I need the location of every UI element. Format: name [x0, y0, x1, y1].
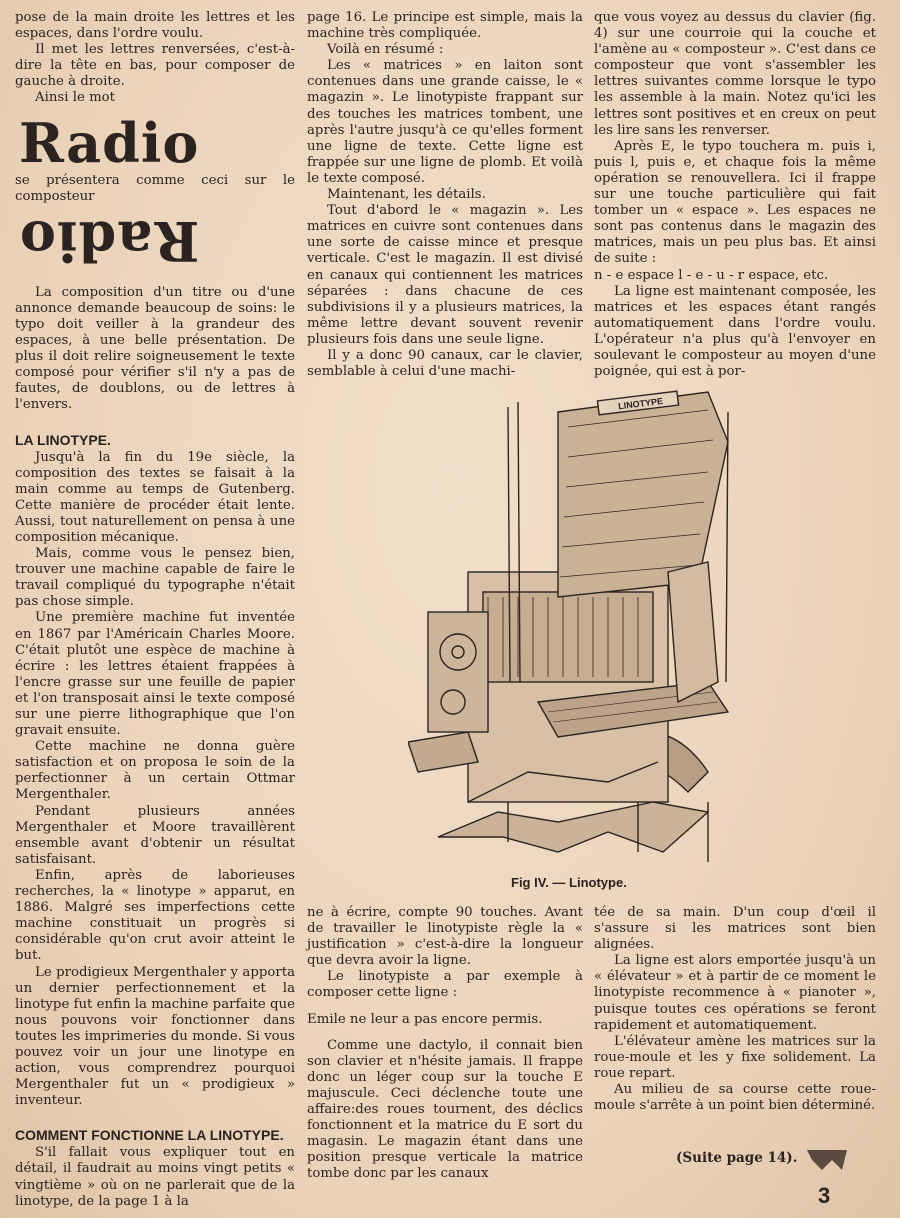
- paragraph: Mais, comme vous le pensez bien, trouver une machine capable de faire le travail compliqué du typographe n'était pas chose simple.: [15, 546, 295, 610]
- paragraph: Le linotypiste a par exemple à composer cette ligne :: [307, 969, 583, 1001]
- paragraph: La ligne est alors emportée jusqu'à un « élévateur » et à partir de ce moment le linotypiste recommence à « pianoter », puisque toutes ces opérations se feront rapidement et automatiquement.: [594, 953, 876, 1033]
- paragraph: Au milieu de sa course cette roue-moule s'arrête à un point bien déterminé.: [594, 1082, 876, 1114]
- figure-caption: Fig IV. — Linotype.: [511, 875, 627, 890]
- paragraph: Enfin, après de laborieuses recherches, la « linotype » apparut, en 1886. Malgré ses imperfections cette machine constituait un progrès si considérable qu'on crut avoir atteint le but.: [15, 867, 295, 964]
- paragraph: tée de sa main. D'un coup d'œil il s'assure si les matrices sont bien alignées.: [594, 905, 876, 953]
- column-1: [15, 10, 295, 1210]
- paragraph: n - e espace l - e - u - r espace, etc.: [594, 267, 829, 283]
- linotype-plate-text: LINOTYPE: [617, 395, 664, 412]
- paragraph: Maintenant, les détails.: [327, 187, 486, 203]
- paragraph: Le prodigieux Mergenthaler y apporta un dernier perfectionnement et la linotype fut enfin la machine parfaite que nous pouvons voir fonctionner dans toutes les imprimeries du monde. Si vous pouvez voir un jour une linotype en action, vous comprendrez pourquoi Mergenthaler fut un « prodigieux » inventeur.: [15, 964, 295, 1109]
- paragraph: Comme une dactylo, il connait bien son clavier et n'hésite jamais. Il frappe donc un léger coup sur la touche E majuscule. Ceci déclenche toute une affaire:des roues tournent, des déclics fonctionnent et la matrice du E sort du magasin. Le magazin étant dans une position presque verticale la matrice tombe donc par les canaux: [307, 1037, 583, 1182]
- paragraph: se présentera comme ceci sur le composteur: [15, 172, 295, 204]
- column-3-top: [594, 10, 876, 380]
- paragraph: La ligne est maintenant composée, les matrices et les espaces étant rangés automatiquement dans l'ordre voulu. L'opérateur n'a plus qu'à l'envoyer en soulevant le composteur au moyen d'une poignée, qui est à por-: [594, 283, 876, 380]
- column-2-top: [307, 10, 583, 380]
- paragraph: Ainsi le mot: [35, 90, 116, 106]
- paragraph: Il y a donc 90 canaux, car le clavier, semblable à celui d'une machi-: [307, 347, 583, 380]
- paragraph: Jusqu'à la fin du 19e siècle, la composition des textes se faisait à la main comme au temps de Gutenberg. Cette manière de procéder était lente. Aussi, tout naturellement on pensa à une composition mécanique.: [15, 449, 295, 545]
- radio-word-reversed: Radio: [19, 208, 200, 273]
- radio-word-example: Radio: [19, 110, 200, 175]
- column-2-bottom: [307, 905, 583, 1183]
- paragraph: Une première machine fut inventée en 1867 par l'Américain Charles Moore. C'était plutôt une espèce de machine à écrire : les lettres étaient frappées à l'encre grasse sur une feuille de papier et l'on transposait ainsi le texte composé sur une pierre lithographique que l'on gravait ensuite.: [15, 610, 295, 739]
- paragraph: Les « matrices » en laiton sont contenues dans une grande caisse, le « magazin ». Le linotypiste frappant sur des touches les matrices tombent, une après l'autre jusqu'à ce qu'elles forment une ligne de texte. Cette ligne est frappée sur une ligne de plomb. Et voilà le texte composé.: [307, 58, 583, 186]
- linotype-illustration: [408, 382, 748, 872]
- section-heading-fonctionne: COMMENT FONCTIONNE LA LINOTYPE.: [15, 1127, 284, 1144]
- paragraph: ne à écrire, compte 90 touches. Avant de travailler le linotypiste règle la « justification » c'est-à-dire la longueur que devra avoir la ligne.: [307, 905, 583, 969]
- page-number: 3: [818, 1183, 831, 1208]
- paragraph: Voilà en résumé :: [327, 42, 444, 58]
- paragraph: L'élévateur amène les matrices sur la roue-moule et les y fixe solidement. La roue repart.: [594, 1033, 876, 1081]
- paragraph: Tout d'abord le « magazin ». Les matrices en cuivre sont contenues dans une sorte de caisse mince et presque verticale. C'est le magazin. Il est divisé en canaux qui contiennent les matrices séparées : dans chacune de ces subdivisions il y a plusieurs matrices, la même lettre devant souvent revenir plusieurs fois dans une seule ligne.: [307, 203, 583, 347]
- paragraph: Pendant plusieurs années Mergenthaler et Moore travaillèrent ensemble avant d'obtenir un résultat satisfaisant.: [15, 803, 295, 867]
- paragraph: Après E, le typo touchera m. puis i, puis l, puis e, et chaque fois la même opération se renouvellera. Ici il frappe sur une touche particulière qui fait tomber un « espace ». Les espaces ne sont pas contenus dans le magazin des matrices, mais un peu plus bas. Et ainsi de suite :: [594, 138, 876, 267]
- paragraph: S'il fallait vous expliquer tout en détail, il faudrait au moins vingt petits « vingtième » où on ne parlerait que de la linotype, de la page 1 à la: [15, 1145, 295, 1209]
- decorative-corner-icon: [802, 1145, 852, 1175]
- paragraph: pose de la main droite les lettres et les espaces, dans l'ordre voulu.: [15, 10, 295, 42]
- paragraph: page 16. Le principe est simple, mais la machine très compliquée.: [307, 10, 583, 42]
- continued-note: (Suite page 14).: [676, 1150, 798, 1166]
- paragraph: que vous voyez au dessus du clavier (fig. 4) sur une courroie qui la couche et l'amène au « composteur ». C'est dans ce composteur que vont s'assembler les lettres suivantes comme lorsque le typo les assemble à la main. Notez qu'ici les lettres sont positives et en creux on peut les lire sans les renverser.: [594, 10, 876, 138]
- example-line: Emile ne leur a pas encore permis.: [307, 1011, 543, 1027]
- section-heading-linotype: LA LINOTYPE.: [15, 431, 111, 448]
- column-3-bottom: [594, 905, 876, 1114]
- paragraph: Cette machine ne donna guère satisfaction et on proposa le soin de la perfectionner à un certain Ottmar Mergenthaler.: [15, 739, 295, 803]
- paragraph: La composition d'un titre ou d'une annonce demande beaucoup de soins: le typo doit veiller à la grandeur des espaces, à une belle présentation. De plus il doit relire soigneusement le texte composé pour vérifier s'il n'y a pas de fautes, de doublons, ou de lettres à l'envers.: [15, 284, 295, 413]
- paragraph: Il met les lettres renversées, c'est-à-dire la tête en bas, pour composer de gauche à droite.: [15, 42, 295, 90]
